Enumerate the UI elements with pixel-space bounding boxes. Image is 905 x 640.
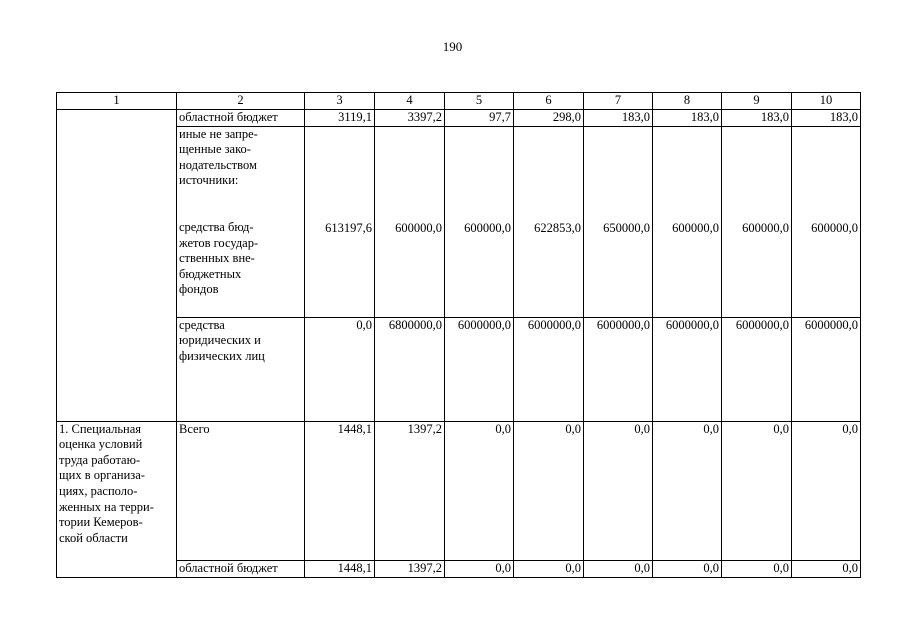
value-cell: 0,0 [792, 560, 861, 577]
value-cell: 183,0 [584, 109, 653, 126]
table-row [57, 109, 861, 126]
value-cell: 6000000,0 [514, 317, 584, 421]
measure-cell-empty [57, 109, 177, 421]
funding-source-cell [177, 126, 305, 317]
column-header: 1 [57, 93, 177, 110]
column-number-row [57, 93, 861, 110]
value-text: 600000,0 [672, 220, 719, 235]
value-cell: 6000000,0 [722, 317, 792, 421]
value-cell [375, 126, 445, 317]
column-header: 8 [653, 93, 722, 110]
value-cell: 0,0 [305, 317, 375, 421]
value-cell: 1448,1 [305, 421, 375, 560]
value-text: 650000,0 [603, 220, 650, 235]
value-cell: 0,0 [514, 560, 584, 577]
table-row [57, 317, 861, 421]
value-cell [653, 126, 722, 317]
column-header: 9 [722, 93, 792, 110]
value-text: 600000,0 [811, 220, 858, 235]
cell-spacer [377, 127, 442, 221]
budget-table [56, 92, 861, 578]
value-cell: 1397,2 [375, 421, 445, 560]
value-cell: 6000000,0 [584, 317, 653, 421]
value-cell: 0,0 [792, 421, 861, 560]
cell-spacer [655, 127, 719, 221]
column-header: 10 [792, 93, 861, 110]
value-cell [514, 126, 584, 317]
value-text: 600000,0 [742, 220, 789, 235]
value-cell: 0,0 [584, 560, 653, 577]
value-cell: 0,0 [445, 421, 514, 560]
value-text: 622853,0 [534, 220, 581, 235]
funding-source-intro: иные не запре- щенные зако- нодательством источники: [179, 126, 258, 188]
value-cell: 6000000,0 [653, 317, 722, 421]
funding-source-cell: областной бюджет [177, 560, 305, 577]
value-cell: 0,0 [653, 560, 722, 577]
value-text: 613197,6 [325, 220, 372, 235]
value-text: 600000,0 [395, 220, 442, 235]
cell-spacer [307, 127, 372, 221]
page-number: 190 [442, 39, 463, 54]
value-cell: 183,0 [792, 109, 861, 126]
value-cell: 1448,1 [305, 560, 375, 577]
cell-spacer [794, 127, 858, 221]
value-cell: 6000000,0 [792, 317, 861, 421]
value-cell: 0,0 [445, 560, 514, 577]
table-row [57, 126, 861, 317]
funding-source-cell: областной бюджет [177, 109, 305, 126]
column-header: 5 [445, 93, 514, 110]
measure-cell: 1. Специальная оценка условий труда работаю- щих в организа- циях, располо- женных на терри- тории Кемеров- ской области [57, 421, 177, 577]
value-cell [792, 126, 861, 317]
value-cell: 183,0 [722, 109, 792, 126]
cell-spacer [447, 127, 511, 221]
funding-source-cell: средства юридических и физических лиц [177, 317, 305, 421]
value-cell [445, 126, 514, 317]
value-cell: 1397,2 [375, 560, 445, 577]
column-header: 6 [514, 93, 584, 110]
cell-spacer [516, 127, 581, 221]
value-cell: 97,7 [445, 109, 514, 126]
value-cell: 6800000,0 [375, 317, 445, 421]
column-header: 7 [584, 93, 653, 110]
value-text: 600000,0 [464, 220, 511, 235]
value-cell: 0,0 [653, 421, 722, 560]
table-row [57, 560, 861, 577]
column-header: 4 [375, 93, 445, 110]
table-row [57, 421, 861, 560]
value-cell: 3397,2 [375, 109, 445, 126]
value-cell: 0,0 [722, 560, 792, 577]
value-cell: 0,0 [722, 421, 792, 560]
cell-spacer [586, 127, 650, 221]
column-header: 2 [177, 93, 305, 110]
column-header: 3 [305, 93, 375, 110]
value-cell [305, 126, 375, 317]
value-cell: 3119,1 [305, 109, 375, 126]
value-cell: 0,0 [514, 421, 584, 560]
value-cell [722, 126, 792, 317]
value-cell: 6000000,0 [445, 317, 514, 421]
value-cell [584, 126, 653, 317]
value-cell: 183,0 [653, 109, 722, 126]
value-cell: 0,0 [584, 421, 653, 560]
value-cell: 298,0 [514, 109, 584, 126]
cell-spacer [724, 127, 789, 221]
funding-source-cell: Всего [177, 421, 305, 560]
cell-spacer [179, 189, 302, 220]
funding-source-label: средства бюд- жетов государ- ственных вне- бюджетных фондов [179, 219, 259, 297]
